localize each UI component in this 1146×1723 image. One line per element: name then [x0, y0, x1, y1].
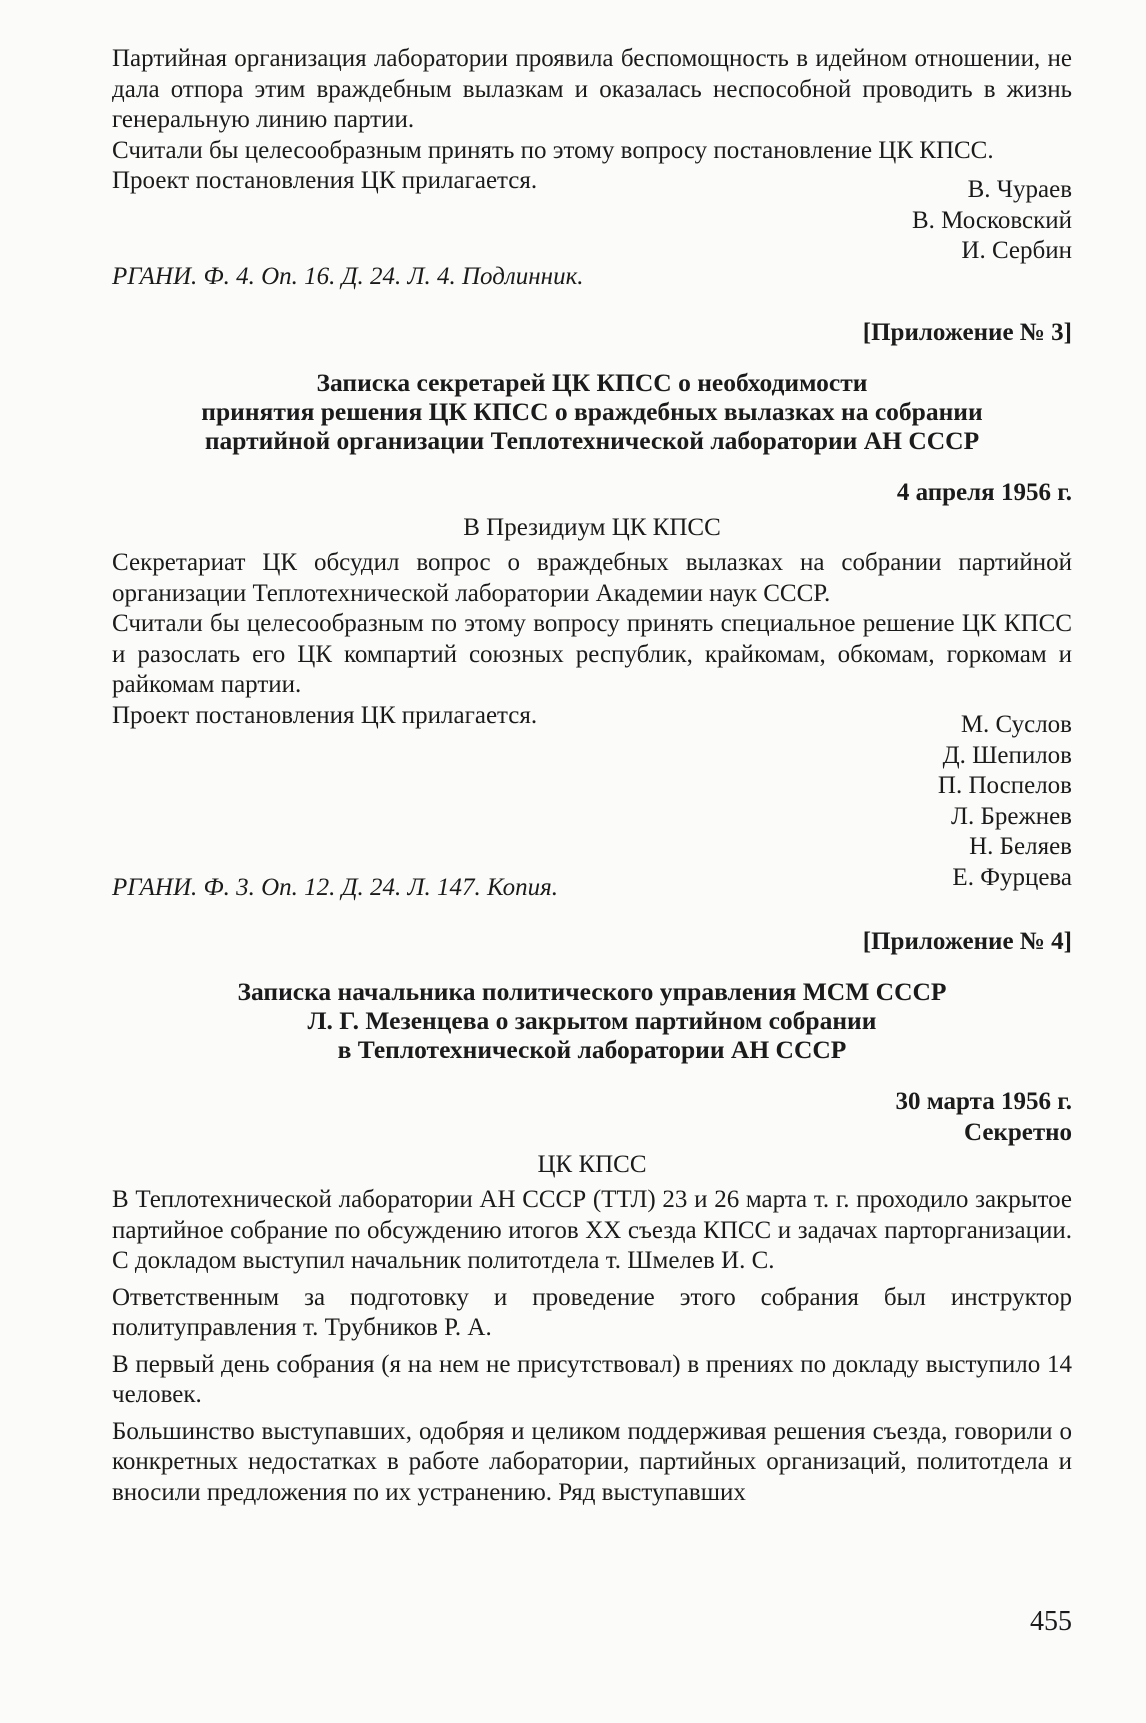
paragraph: Партийная организация лаборатории проявила беспомощность в идейном отношении, не дала отпора этим враждебным вылазкам и оказалась неспособной проводить в жизнь генеральную линию партии. — [112, 45, 1072, 133]
signer: Д. Шепилов — [942, 741, 1072, 769]
addressee: ЦК КПСС — [537, 1151, 647, 1178]
paragraph: Проект постановления ЦК прилагается. — [112, 167, 538, 194]
paragraph: Считали бы целесообразным принять по этому вопросу постановление ЦК КПСС. — [112, 136, 994, 164]
heading-line: Л. Г. Мезенцева о закрытом партийном собрании — [307, 1006, 877, 1035]
appendix-label: [Приложение № 4] — [862, 928, 1072, 955]
signer: В. Московский — [911, 206, 1072, 234]
signer: П. Поспелов — [937, 772, 1072, 799]
heading-line: в Теплотехнической лаборатории АН СССР — [337, 1035, 847, 1064]
paragraph: В первый день собрания (я на нем не присутствовал) в прениях по докладу выступило 14 человек. — [112, 1350, 1072, 1408]
appendix-3-label — [112, 318, 1072, 349]
paragraph: Считали бы целесообразным по этому вопросу принять специальное решение ЦК КПСС и разослать его ЦК компартий союзных республик, крайкомам, обкомам, горкомам и райкомам партии. — [112, 610, 1072, 698]
address-4 — [112, 1150, 1072, 1181]
signer: Н. Беляев — [969, 833, 1072, 860]
heading-line: Записка начальника политического управления МСМ СССР — [237, 977, 947, 1006]
heading-line: Записка секретарей ЦК КПСС о необходимости — [316, 368, 868, 397]
paragraph: Ответственным за подготовку и проведение этого собрания был инструктор политуправления т. Трубников Р. А. — [112, 1283, 1072, 1341]
signer: М. Суслов — [960, 711, 1072, 738]
signer: Л. Брежнев — [951, 802, 1072, 830]
document-date: 4 апреля 1956 г. — [896, 479, 1072, 506]
document-date: 30 марта 1956 г. — [895, 1088, 1072, 1115]
archive-source: РГАНИ. Ф. 4. Оп. 16. Д. 24. Л. 4. Подлинник. — [112, 263, 584, 290]
heading-4 — [112, 977, 1072, 1064]
source-1 — [112, 262, 1072, 293]
paragraph: В Теплотехнической лаборатории АН СССР (ТТЛ) 23 и 26 марта т. г. проходило закрытое партийное собрание по обсуждению итогов XX съезда КПСС и задачах парторганизации. С докладом выступил начальник политотдела т. Шмелев И. С. — [112, 1186, 1072, 1274]
paragraph: Проект постановления ЦК прилагается. — [112, 701, 538, 729]
signer: Е. Фурцева — [952, 863, 1072, 891]
addressee: В Президиум ЦК КПСС — [463, 514, 721, 541]
appendix-4-label — [112, 927, 1072, 958]
secrecy-mark: Секретно — [963, 1118, 1072, 1146]
page-number: 455 — [1030, 1606, 1072, 1637]
body-3 — [112, 548, 1072, 731]
address-3 — [112, 513, 1072, 544]
paragraph: Большинство выступавших, одобряя и целиком поддерживая решения съезда, говорили о конкретных недостатках в работе лаборатории, партийных организаций, политотдела и вносили предложения по их устранению. Ряд выступавших — [112, 1417, 1072, 1506]
appendix-label: [Приложение № 3] — [862, 319, 1072, 346]
date-3 — [112, 478, 1072, 509]
source-3 — [112, 873, 1072, 904]
signers-3 — [112, 710, 1072, 893]
signer: И. Сербин — [961, 237, 1072, 264]
heading-3 — [112, 368, 1072, 455]
archive-source: РГАНИ. Ф. 3. Оп. 12. Д. 24. Л. 147. Копия. — [112, 874, 559, 901]
signers-1 — [112, 175, 1072, 267]
paragraph: Секретариат ЦК обсудил вопрос о враждебных вылазках на собрании партийной организации Теплотехнической лаборатории Академии наук СССР. — [112, 549, 1072, 607]
heading-line: принятия решения ЦК КПСС о враждебных вылазках на собрании — [201, 397, 983, 426]
heading-line: партийной организации Теплотехнической лаборатории АН СССР — [204, 426, 980, 455]
signer: В. Чураев — [967, 176, 1072, 203]
top-section — [112, 44, 1072, 197]
date-4 — [112, 1087, 1072, 1148]
body-4 — [112, 1185, 1072, 1508]
